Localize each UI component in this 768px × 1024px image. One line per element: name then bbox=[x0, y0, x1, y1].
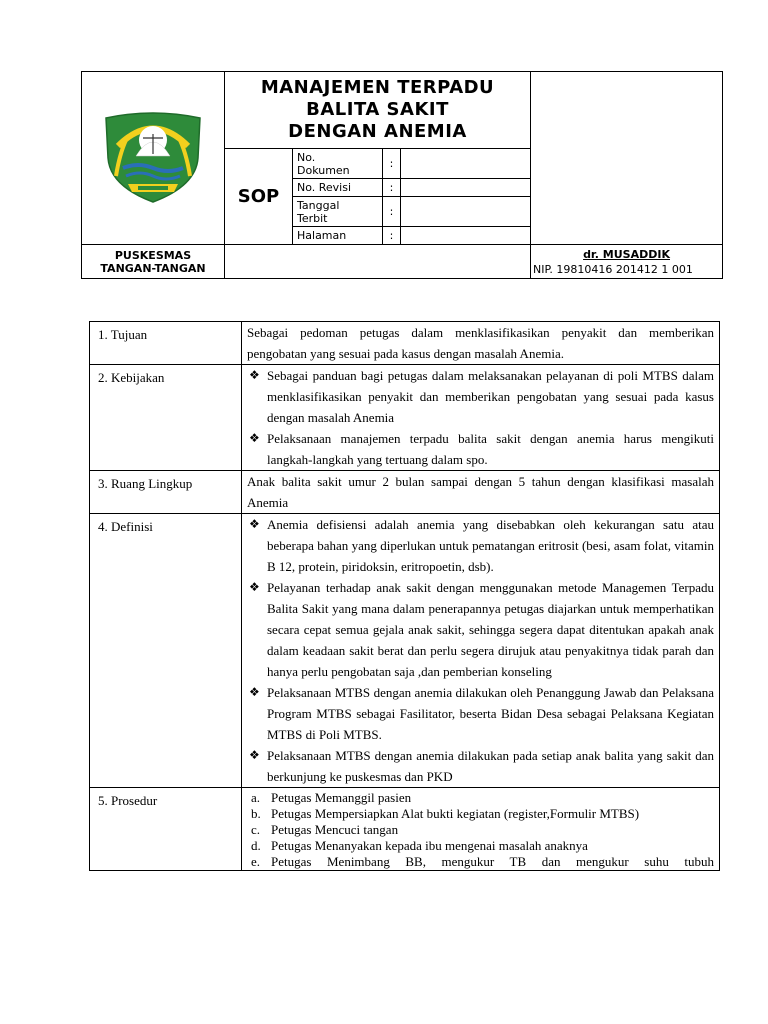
diamond-bullet-icon: ❖ bbox=[249, 748, 260, 762]
blank-right-cell bbox=[531, 72, 723, 245]
meta-label-no-dokumen: No. Dokumen bbox=[293, 149, 383, 179]
diamond-bullet-icon: ❖ bbox=[249, 685, 260, 699]
diamond-bullet-icon: ❖ bbox=[249, 517, 260, 531]
prosedur-item: e. Petugas Menimbang BB, mengukur TB dan mengukur suhu tubuh bbox=[251, 854, 714, 869]
section-label-tujuan: 1. Tujuan bbox=[90, 322, 242, 365]
organization-line-1: PUSKESMAS bbox=[114, 248, 192, 262]
meta-label-no-revisi: No. Revisi bbox=[293, 179, 383, 197]
meta-sep: : bbox=[383, 227, 401, 245]
section-text-tujuan: Sebagai pedoman petugas dalam menklasifikasikan penyakit dan memberikan pengobatan yang sesuai pada kasus dengan masalah Anemia. bbox=[247, 325, 714, 361]
document-title-line-3: DENGAN ANEMIA bbox=[288, 121, 467, 142]
section-text-ruang-lingkup: Anak balita sakit umur 2 bulan sampai dengan 5 tahun dengan klasifikasi masalah Anemia bbox=[247, 474, 714, 510]
blank-bottom-middle-cell bbox=[225, 245, 531, 279]
section-row-ruang-lingkup bbox=[90, 471, 720, 514]
section-row-tujuan bbox=[90, 322, 720, 365]
kebijakan-item: ❖ Sebagai panduan bagi petugas dalam melaksanakan pelayanan di poli MTBS dalam menklasifikasikan penyakit dan memberikan pengobatan yang sesuai pada kasus dengan masalah Anemia bbox=[247, 365, 714, 428]
prosedur-item: b. Petugas Mempersiapkan Alat bukti kegiatan (register,Formulir MTBS) bbox=[251, 806, 640, 821]
organization-line-2: TANGAN-TANGAN bbox=[100, 261, 206, 275]
definisi-item: ❖ Pelaksanaan MTBS dengan anemia dilakukan pada setiap anak balita yang sakit dan berkunjung ke puskesmas dan PKD bbox=[247, 745, 714, 787]
logo-cell bbox=[82, 72, 225, 245]
prosedur-item: c. Petugas Mencuci tangan bbox=[251, 822, 399, 837]
organization-name bbox=[82, 245, 225, 279]
meta-sep: : bbox=[383, 197, 401, 227]
meta-sep: : bbox=[383, 149, 401, 179]
meta-value-tanggal-terbit bbox=[401, 197, 531, 227]
definisi-item: ❖ Anemia defisiensi adalah anemia yang disebabkan oleh kekurangan satu atau beberapa bahan yang diperlukan untuk pematangan eritrosit (besi, asam folat, vitamin B 12, protein, piridoksin, eritropoetin, dsb). bbox=[247, 514, 714, 577]
section-label-ruang-lingkup: 3. Ruang Lingkup bbox=[90, 471, 242, 514]
diamond-bullet-icon: ❖ bbox=[249, 580, 260, 594]
section-row-definisi bbox=[90, 514, 720, 788]
document-title-cell bbox=[225, 72, 531, 149]
definisi-item: ❖ Pelayanan terhadap anak sakit dengan menggunakan metode Managemen Terpadu Balita Sakit yang mana dalam penerapannya petugas diajarkan untuk memperhatikan secara cepat semua gejala anak sakit, sehingga segera dapat ditentukan apakah anak dalam keadaan sakit berat dan perlu segera dirujuk atau penyakitnya tidak parah dan hanya perlu pengobatan saja ,dan pemberian konseling bbox=[247, 577, 714, 682]
signer-name: dr. MUSADDIK bbox=[583, 247, 670, 261]
meta-label-tanggal-terbit: Tanggal Terbit bbox=[293, 197, 383, 227]
section-label-definisi: 4. Definisi bbox=[90, 514, 242, 788]
definisi-item: ❖ Pelaksanaan MTBS dengan anemia dilakukan oleh Penanggung Jawab dan Pelaksana Program MTBS sebagai Fasilitator, beserta Bidan Desa sebagai Pelaksana Kegiatan MTBS di Poli MTBS. bbox=[247, 682, 714, 745]
section-label-prosedur: 5. Prosedur bbox=[90, 788, 242, 871]
prosedur-item: a. Petugas Memanggil pasien bbox=[251, 790, 412, 805]
meta-value-no-revisi bbox=[401, 179, 531, 197]
meta-value-halaman bbox=[401, 227, 531, 245]
meta-label-halaman: Halaman bbox=[293, 227, 383, 245]
section-row-kebijakan bbox=[90, 365, 720, 471]
kebijakan-item: ❖ Pelaksanaan manajemen terpadu balita sakit dengan anemia harus mengikuti langkah-langkah yang tertuang dalam spo. bbox=[247, 428, 714, 470]
document-title-line-1: MANAJEMEN TERPADU bbox=[260, 77, 495, 98]
meta-value-no-dokumen bbox=[401, 149, 531, 179]
signer-nip: NIP. 19810416 201412 1 001 bbox=[533, 262, 693, 276]
regional-emblem-icon bbox=[98, 106, 208, 206]
diamond-bullet-icon: ❖ bbox=[249, 368, 260, 382]
diamond-bullet-icon: ❖ bbox=[249, 431, 260, 445]
section-row-prosedur bbox=[90, 788, 720, 871]
sop-content-table bbox=[89, 321, 720, 871]
prosedur-list bbox=[247, 788, 714, 870]
sop-header-table bbox=[81, 71, 723, 279]
sop-label: SOP bbox=[225, 149, 293, 245]
meta-sep: : bbox=[383, 179, 401, 197]
signer-cell bbox=[531, 245, 723, 279]
document-title-line-2: BALITA SAKIT bbox=[306, 99, 449, 120]
section-label-kebijakan: 2. Kebijakan bbox=[90, 365, 242, 471]
prosedur-item: d. Petugas Menanyakan kepada ibu mengenai masalah anaknya bbox=[251, 838, 588, 853]
